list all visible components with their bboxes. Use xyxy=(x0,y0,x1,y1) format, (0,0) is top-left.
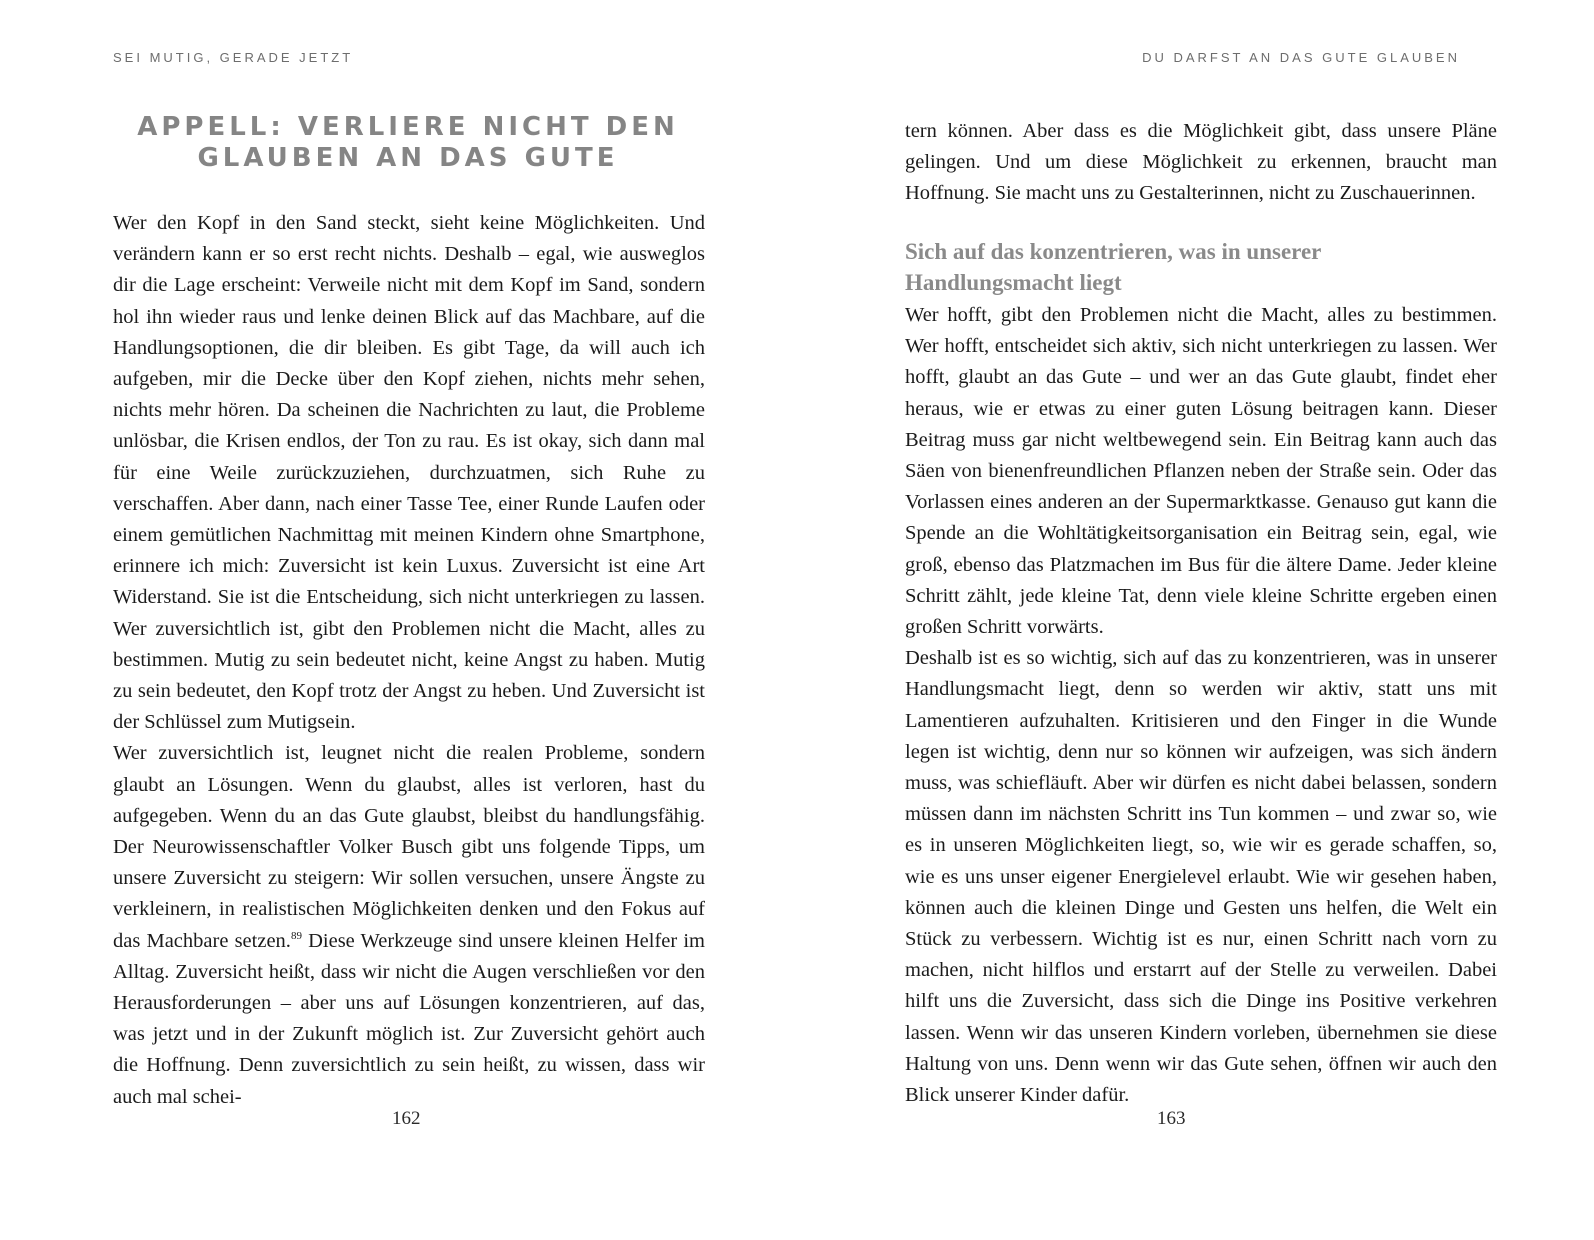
right-continuation-text xyxy=(905,116,1497,210)
footnote-reference: 89 xyxy=(290,929,302,942)
running-head-left: SEI MUTIG, GERADE JETZT xyxy=(113,50,354,65)
chapter-title-line2: GLAUBEN AN DAS GUTE xyxy=(197,143,619,173)
right-body-text xyxy=(905,300,1497,1111)
page-number-right: 163 xyxy=(1157,1108,1186,1129)
right-page xyxy=(797,0,1594,1240)
left-body-text xyxy=(113,208,705,1113)
left-paragraph-2 xyxy=(113,738,705,1112)
right-paragraph-1: Wer hofft, gibt den Problemen nicht die Macht, alles zu bestimmen. Wer hofft, entscheidet sich aktiv, sich nicht unterkriegen zu lassen. Wer hofft, glaubt an das Gute – und wer an das Gute glaubt, findet eher heraus, wie er etwas zu einer guten Lösung beitragen kann. Dieser Beitrag muss gar nicht weltbewegend sein. Ein Beitrag kann auch das Säen von bienenfreundlichen Pflanzen neben der Straße sein. Oder das Vorlassen eines anderen an der Supermarktkasse. Genauso gut kann die Spende an die Wohltätigkeitsorganisation ein Beitrag sein, egal, wie groß, ebenso das Platzmachen im Bus für die ältere Dame. Jeder kleine Schritt zählt, jede kleine Tat, denn viele kleine Schritte ergeben einen großen Schritt vorwärts. xyxy=(905,304,1497,639)
chapter-title xyxy=(113,112,703,174)
chapter-title-line1: APPELL: VERLIERE NICHT DEN xyxy=(137,112,679,142)
right-continuation-paragraph: tern können. Aber dass es die Möglichkeit gibt, dass unsere Pläne gelingen. Und um diese Möglichkeit zu erkennen, braucht man Hoffnung. Sie macht uns zu Gestalterinnen, nicht zu Zuschauerinnen. xyxy=(905,120,1497,205)
running-head-right: DU DARFST AN DAS GUTE GLAUBEN xyxy=(1142,50,1460,65)
section-heading-line1: Sich auf das konzentrieren, was in unserer xyxy=(905,239,1322,264)
left-paragraph-2-part1: Wer zuversichtlich ist, leugnet nicht die realen Probleme, sondern glaubt an Lösungen. Wenn du glaubst, alles ist verloren, hast du aufgegeben. Wenn du an das Gute glaubst, bleibst du handlungsfähig. Der Neurowissenschaftler Volker Busch gibt uns folgende Tipps, um unsere Zuversicht zu steigern: Wir sollen versuchen, unsere Ängste zu verkleinern, in realistischen Möglichkeiten denken und den Fokus auf das Machbare setzen. xyxy=(113,742,705,952)
left-paragraph-1: Wer den Kopf in den Sand steckt, sieht keine Möglichkeiten. Und verändern kann er so erst recht nichts. Deshalb – egal, wie ausweglos dir die Lage erscheint: Verweile nicht mit dem Kopf im Sand, sondern hol ihn wieder raus und lenke deinen Blick auf das Machbare, auf die Handlungsoptionen, die dir bleiben. Es gibt Tage, da will auch ich aufgeben, mir die Decke über den Kopf ziehen, nichts mehr sehen, nichts mehr hören. Da scheinen die Nachrichten zu laut, die Probleme unlösbar, die Krisen endlos, der Ton zu rau. Es ist okay, sich dann mal für eine Weile zurückzuziehen, durchzuatmen, sich Ruhe zu verschaffen. Aber dann, nach einer Tasse Tee, einer Runde Laufen oder einem gemütlichen Nachmittag mit meinen Kindern ohne Smartphone, erinnere ich mich: Zuversicht ist kein Luxus. Zuversicht ist eine Art Widerstand. Sie ist die Entscheidung, sich nicht unterkriegen zu lassen. Wer zuversichtlich ist, gibt den Problemen nicht die Macht, alles zu bestimmen. Mutig zu sein bedeutet nicht, keine Angst zu haben. Mutig zu sein bedeutet, den Kopf trotz der Angst zu heben. Und Zuversicht ist der Schlüssel zum Mutigsein. xyxy=(113,212,705,734)
section-heading xyxy=(905,236,1497,298)
left-paragraph-2-part2: Diese Werkzeuge sind unsere kleinen Helfer im Alltag. Zuversicht heißt, dass wir nicht die Augen verschließen vor den Herausforderungen – aber uns auf Lösungen konzentrieren, auf das, was jetzt und in der Zukunft möglich ist. Zur Zuversicht gehört auch die Hoffnung. Denn zuversichtlich zu sein heißt, zu wissen, dass wir auch mal schei- xyxy=(113,929,705,1108)
right-paragraph-2: Deshalb ist es so wichtig, sich auf das zu konzentrieren, was in unserer Handlungsmacht liegt, denn so werden wir aktiv, statt uns mit Lamentieren aufzuhalten. Kritisieren und den Finger in die Wunde legen ist wichtig, denn nur so können wir aufzeigen, was sich ändern muss, was schiefläuft. Aber wir dürfen es nicht dabei belassen, sondern müssen dann im nächsten Schritt ins Tun kommen – und zwar so, wie es in unseren Möglichkeiten liegt, so, wie wir es gerade schaffen, so, wie es uns unser eigener Energielevel erlaubt. Wie wir gesehen haben, können auch die kleinen Dinge und Gesten uns helfen, die Welt ein Stück zu verbessern. Wichtig ist es nur, einen Schritt nach vorn zu machen, nicht hilflos und erstarrt auf der Stelle zu verweilen. Dabei hilft uns die Zuversicht, dass sich die Dinge ins Positive verkehren lassen. Wenn wir das unseren Kindern vorleben, übernehmen sie diese Haltung von uns. Denn wenn wir das Gute sehen, öffnen wir auch den Blick unserer Kinder dafür. xyxy=(905,647,1497,1107)
section-heading-line2: Handlungsmacht liegt xyxy=(905,270,1122,295)
page-number-left: 162 xyxy=(392,1108,421,1129)
